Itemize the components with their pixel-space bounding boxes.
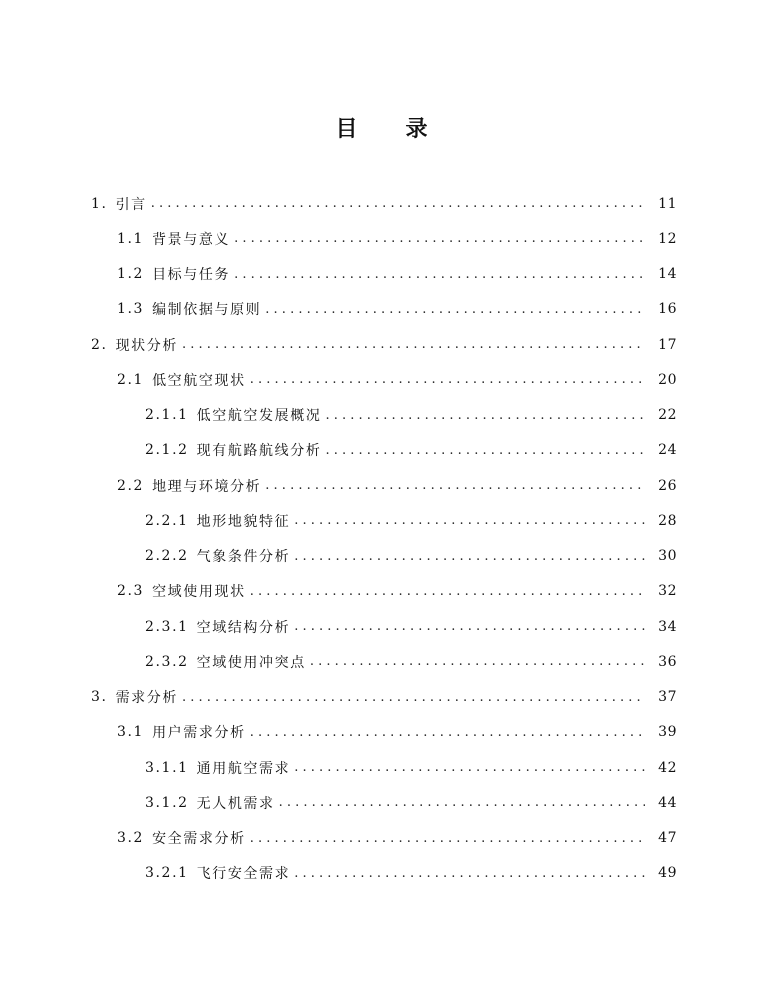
toc-dot-leader (325, 408, 645, 423)
toc-entry[interactable] (117, 821, 677, 856)
toc-dot-leader (294, 760, 645, 775)
toc-entry[interactable] (91, 186, 677, 221)
toc-entry[interactable] (117, 292, 677, 327)
toc-entry-number: 1.3 (117, 301, 145, 318)
toc-entry-label: 气象条件分析 (196, 549, 291, 565)
toc-entry-number: 3.1.2 (145, 794, 189, 811)
toc-entry[interactable] (91, 680, 677, 715)
toc-entry-page-number: 12 (658, 230, 677, 247)
toc-entry-number: 3.1.1 (145, 759, 189, 776)
toc-entry-number: 2.3 (117, 583, 145, 600)
toc-entry-label: 编制依据与原则 (152, 302, 262, 319)
toc-dot-leader (182, 337, 645, 352)
toc-entry-label: 空域使用冲突点 (196, 654, 306, 671)
toc-entry-label: 现有航路航线分析 (196, 443, 322, 460)
title-char-left: 目 (335, 117, 360, 142)
toc-entry[interactable] (145, 503, 677, 538)
toc-dot-leader (234, 231, 645, 246)
toc-dot-leader (294, 513, 645, 528)
toc-entry-label: 低空航空发展概况 (196, 408, 322, 424)
toc-entry[interactable] (145, 750, 677, 785)
toc-entry-page-number: 11 (658, 195, 677, 212)
toc-dot-leader (265, 302, 645, 317)
toc-dot-leader (250, 725, 645, 740)
toc-entry-number: 3.2 (117, 830, 145, 846)
toc-entry-page-number: 34 (658, 618, 677, 635)
toc-entry-page-number: 36 (658, 653, 677, 670)
toc-entry-number: 2.1 (117, 371, 145, 388)
toc-entry-page-number: 20 (658, 371, 677, 388)
toc-entry-label: 背景与意义 (152, 231, 231, 248)
toc-dot-leader (250, 584, 645, 599)
toc-entry-page-number: 26 (658, 477, 677, 494)
toc-entry-number: 2.1.2 (145, 442, 189, 459)
toc-entry-label: 通用航空需求 (196, 760, 291, 777)
toc-entry-label: 无人机需求 (196, 795, 275, 812)
toc-entry-label: 用户需求分析 (152, 725, 246, 742)
toc-entry[interactable] (117, 362, 677, 397)
toc-entry-label: 飞行安全需求 (196, 866, 291, 883)
toc-entry[interactable] (117, 221, 677, 256)
toc-entry-page-number: 32 (658, 583, 677, 600)
title-char-right: 录 (405, 117, 430, 142)
toc-dot-leader (294, 619, 645, 634)
toc-entry-page-number: 39 (658, 724, 677, 741)
toc-entry-label: 需求分析 (115, 690, 178, 706)
toc-entry-page-number: 49 (658, 865, 677, 882)
toc-entry-number: 2.1.1 (145, 407, 189, 423)
toc-entry[interactable] (117, 468, 677, 503)
toc-entry[interactable] (145, 609, 677, 644)
toc-entry-number: 2.3.2 (145, 653, 189, 670)
toc-entry[interactable] (145, 644, 677, 679)
toc-dot-leader (279, 795, 645, 810)
toc-entry-page-number: 16 (658, 301, 677, 318)
toc-entry-label: 引言 (115, 196, 147, 213)
toc-dot-leader (151, 196, 645, 211)
toc-entry-label: 空域使用现状 (152, 584, 246, 601)
toc-dot-leader (250, 831, 645, 846)
toc-entry-number: 1.2 (117, 266, 145, 282)
toc-entry[interactable] (117, 257, 677, 292)
toc-entry-page-number: 28 (658, 512, 677, 529)
toc-entry-number: 1.1 (117, 230, 145, 247)
toc-entry-page-number: 30 (658, 548, 677, 564)
toc-dot-leader (294, 549, 645, 564)
toc-entry-label: 安全需求分析 (152, 831, 246, 847)
toc-dot-leader (182, 690, 645, 705)
toc-entry-page-number: 47 (658, 830, 677, 846)
toc-entry[interactable] (117, 574, 677, 609)
toc-entry[interactable] (145, 433, 677, 468)
toc-entry[interactable] (91, 327, 677, 362)
toc-entry-label: 目标与任务 (152, 267, 231, 283)
toc-entry-label: 地理与环境分析 (152, 478, 262, 495)
toc-entry-number: 2.3.1 (145, 618, 189, 635)
toc-entry-label: 地形地貌特征 (196, 513, 291, 530)
toc-entry-number: 3.1 (117, 724, 145, 741)
toc-entry-page-number: 42 (658, 759, 677, 776)
toc-entry[interactable] (145, 539, 677, 574)
toc-entry-number: 2.2 (117, 477, 145, 494)
toc-entry-number: 2.2.2 (145, 548, 189, 564)
toc-dot-leader (234, 267, 645, 282)
toc-entry[interactable] (117, 715, 677, 750)
toc-entry-number: 1. (91, 195, 108, 212)
toc-entry-page-number: 44 (658, 794, 677, 811)
page-title (0, 112, 765, 143)
toc-entry-number: 2.2.1 (145, 512, 189, 529)
toc-entry-page-number: 22 (658, 407, 677, 423)
toc-dot-leader (325, 443, 645, 458)
toc-dot-leader (310, 654, 645, 669)
toc-entry-page-number: 17 (658, 336, 677, 353)
toc-entry-label: 现状分析 (115, 337, 178, 354)
toc-entry-number: 2. (91, 336, 108, 353)
toc-dot-leader (250, 372, 645, 387)
toc-entry-label: 空域结构分析 (196, 619, 291, 636)
toc-entry-label: 低空航空现状 (152, 372, 246, 389)
toc-entry-page-number: 14 (658, 266, 677, 282)
toc-entry[interactable] (145, 856, 677, 891)
toc-entry-page-number: 24 (658, 442, 677, 459)
toc-entry[interactable] (145, 398, 677, 433)
toc-entry-number: 3.2.1 (145, 865, 189, 882)
toc-entry-page-number: 37 (658, 689, 677, 705)
toc-entry[interactable] (145, 785, 677, 820)
toc-entry-number: 3. (91, 689, 108, 705)
toc-dot-leader (265, 478, 645, 493)
toc-dot-leader (294, 866, 645, 881)
